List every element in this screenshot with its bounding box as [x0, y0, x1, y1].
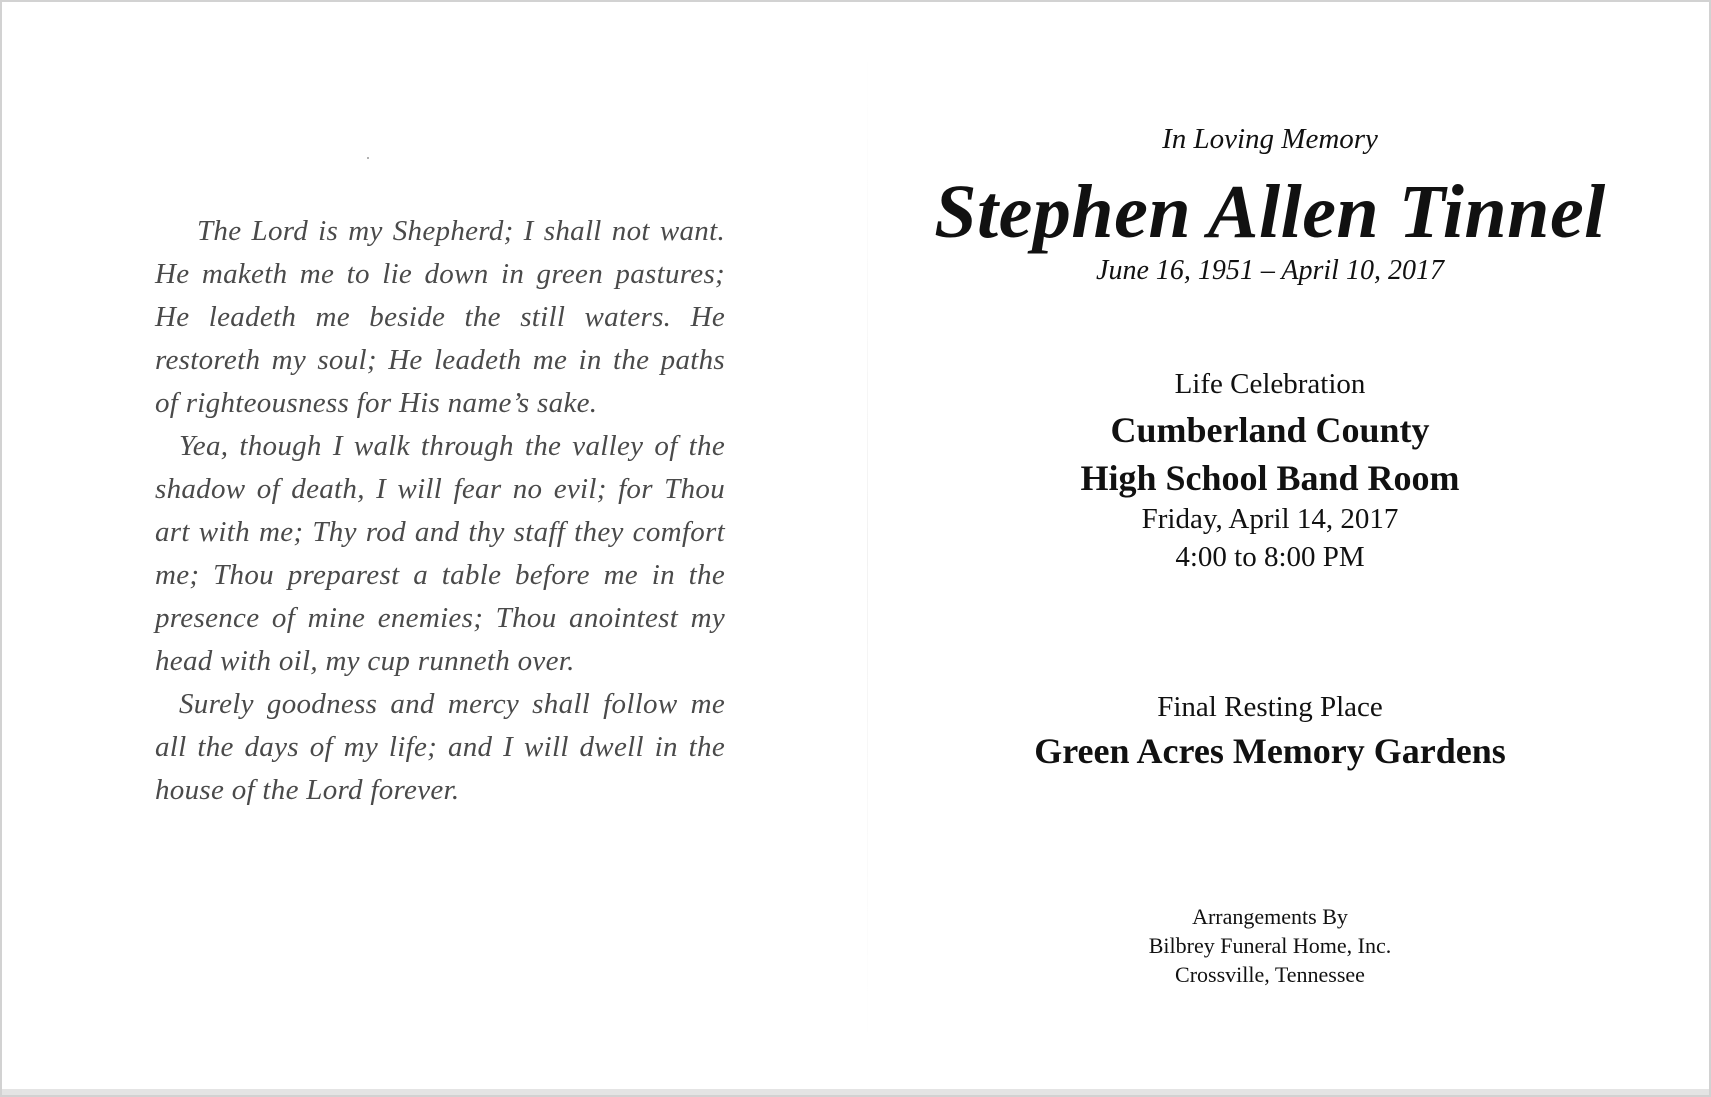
psalm-paragraph-2: Yea, though I walk through the valley of the shadow of death, I will fear no evil; for Thou art with me; Thy rod and thy staff they comfort me; Thou preparest a table before me in the presence of mine enemies; Thou anointest my head with oil, my cup runneth over. — [155, 430, 725, 677]
life-dates: June 16, 1951 – April 10, 2017 — [1096, 255, 1444, 286]
celebration-venue — [882, 406, 1658, 502]
scan-bottom-edge — [2, 1089, 1709, 1095]
final-resting-place: Green Acres Memory Gardens — [1034, 731, 1506, 771]
celebration-datetime — [882, 500, 1658, 576]
in-loving-memory-heading: In Loving Memory — [1162, 123, 1378, 155]
celebration-time: 4:00 to 8:00 PM — [1175, 541, 1365, 573]
paper-speck — [367, 157, 369, 159]
psalm-paragraph-1: The Lord is my Shepherd; I shall not want. He maketh me to lie down in green pastures; He leadeth me beside the still waters. He restoreth my soul; He leadeth me in the paths of righteousness for His name’s sake. — [155, 215, 725, 419]
venue-line-2: High School Band Room — [1080, 458, 1460, 498]
psalm-paragraph-3: Surely goodness and mercy shall follow me all the days of my life; and I will dwell in the house of the Lord forever. — [155, 688, 725, 806]
arrangements-label: Arrangements By — [1192, 904, 1348, 929]
final-resting-place-label: Final Resting Place — [1157, 691, 1383, 723]
funeral-home-location: Crossville, Tennessee — [1175, 962, 1365, 987]
deceased-name: Stephen Allen Tinnel — [934, 170, 1606, 254]
life-celebration-label: Life Celebration — [1174, 368, 1366, 400]
funeral-home-name: Bilbrey Funeral Home, Inc. — [1148, 933, 1392, 958]
celebration-date: Friday, April 14, 2017 — [1141, 503, 1399, 535]
card-fold-line — [867, 42, 868, 1052]
arrangements-block — [882, 902, 1658, 989]
venue-line-1: Cumberland County — [1110, 410, 1430, 450]
psalm-text — [155, 210, 725, 812]
